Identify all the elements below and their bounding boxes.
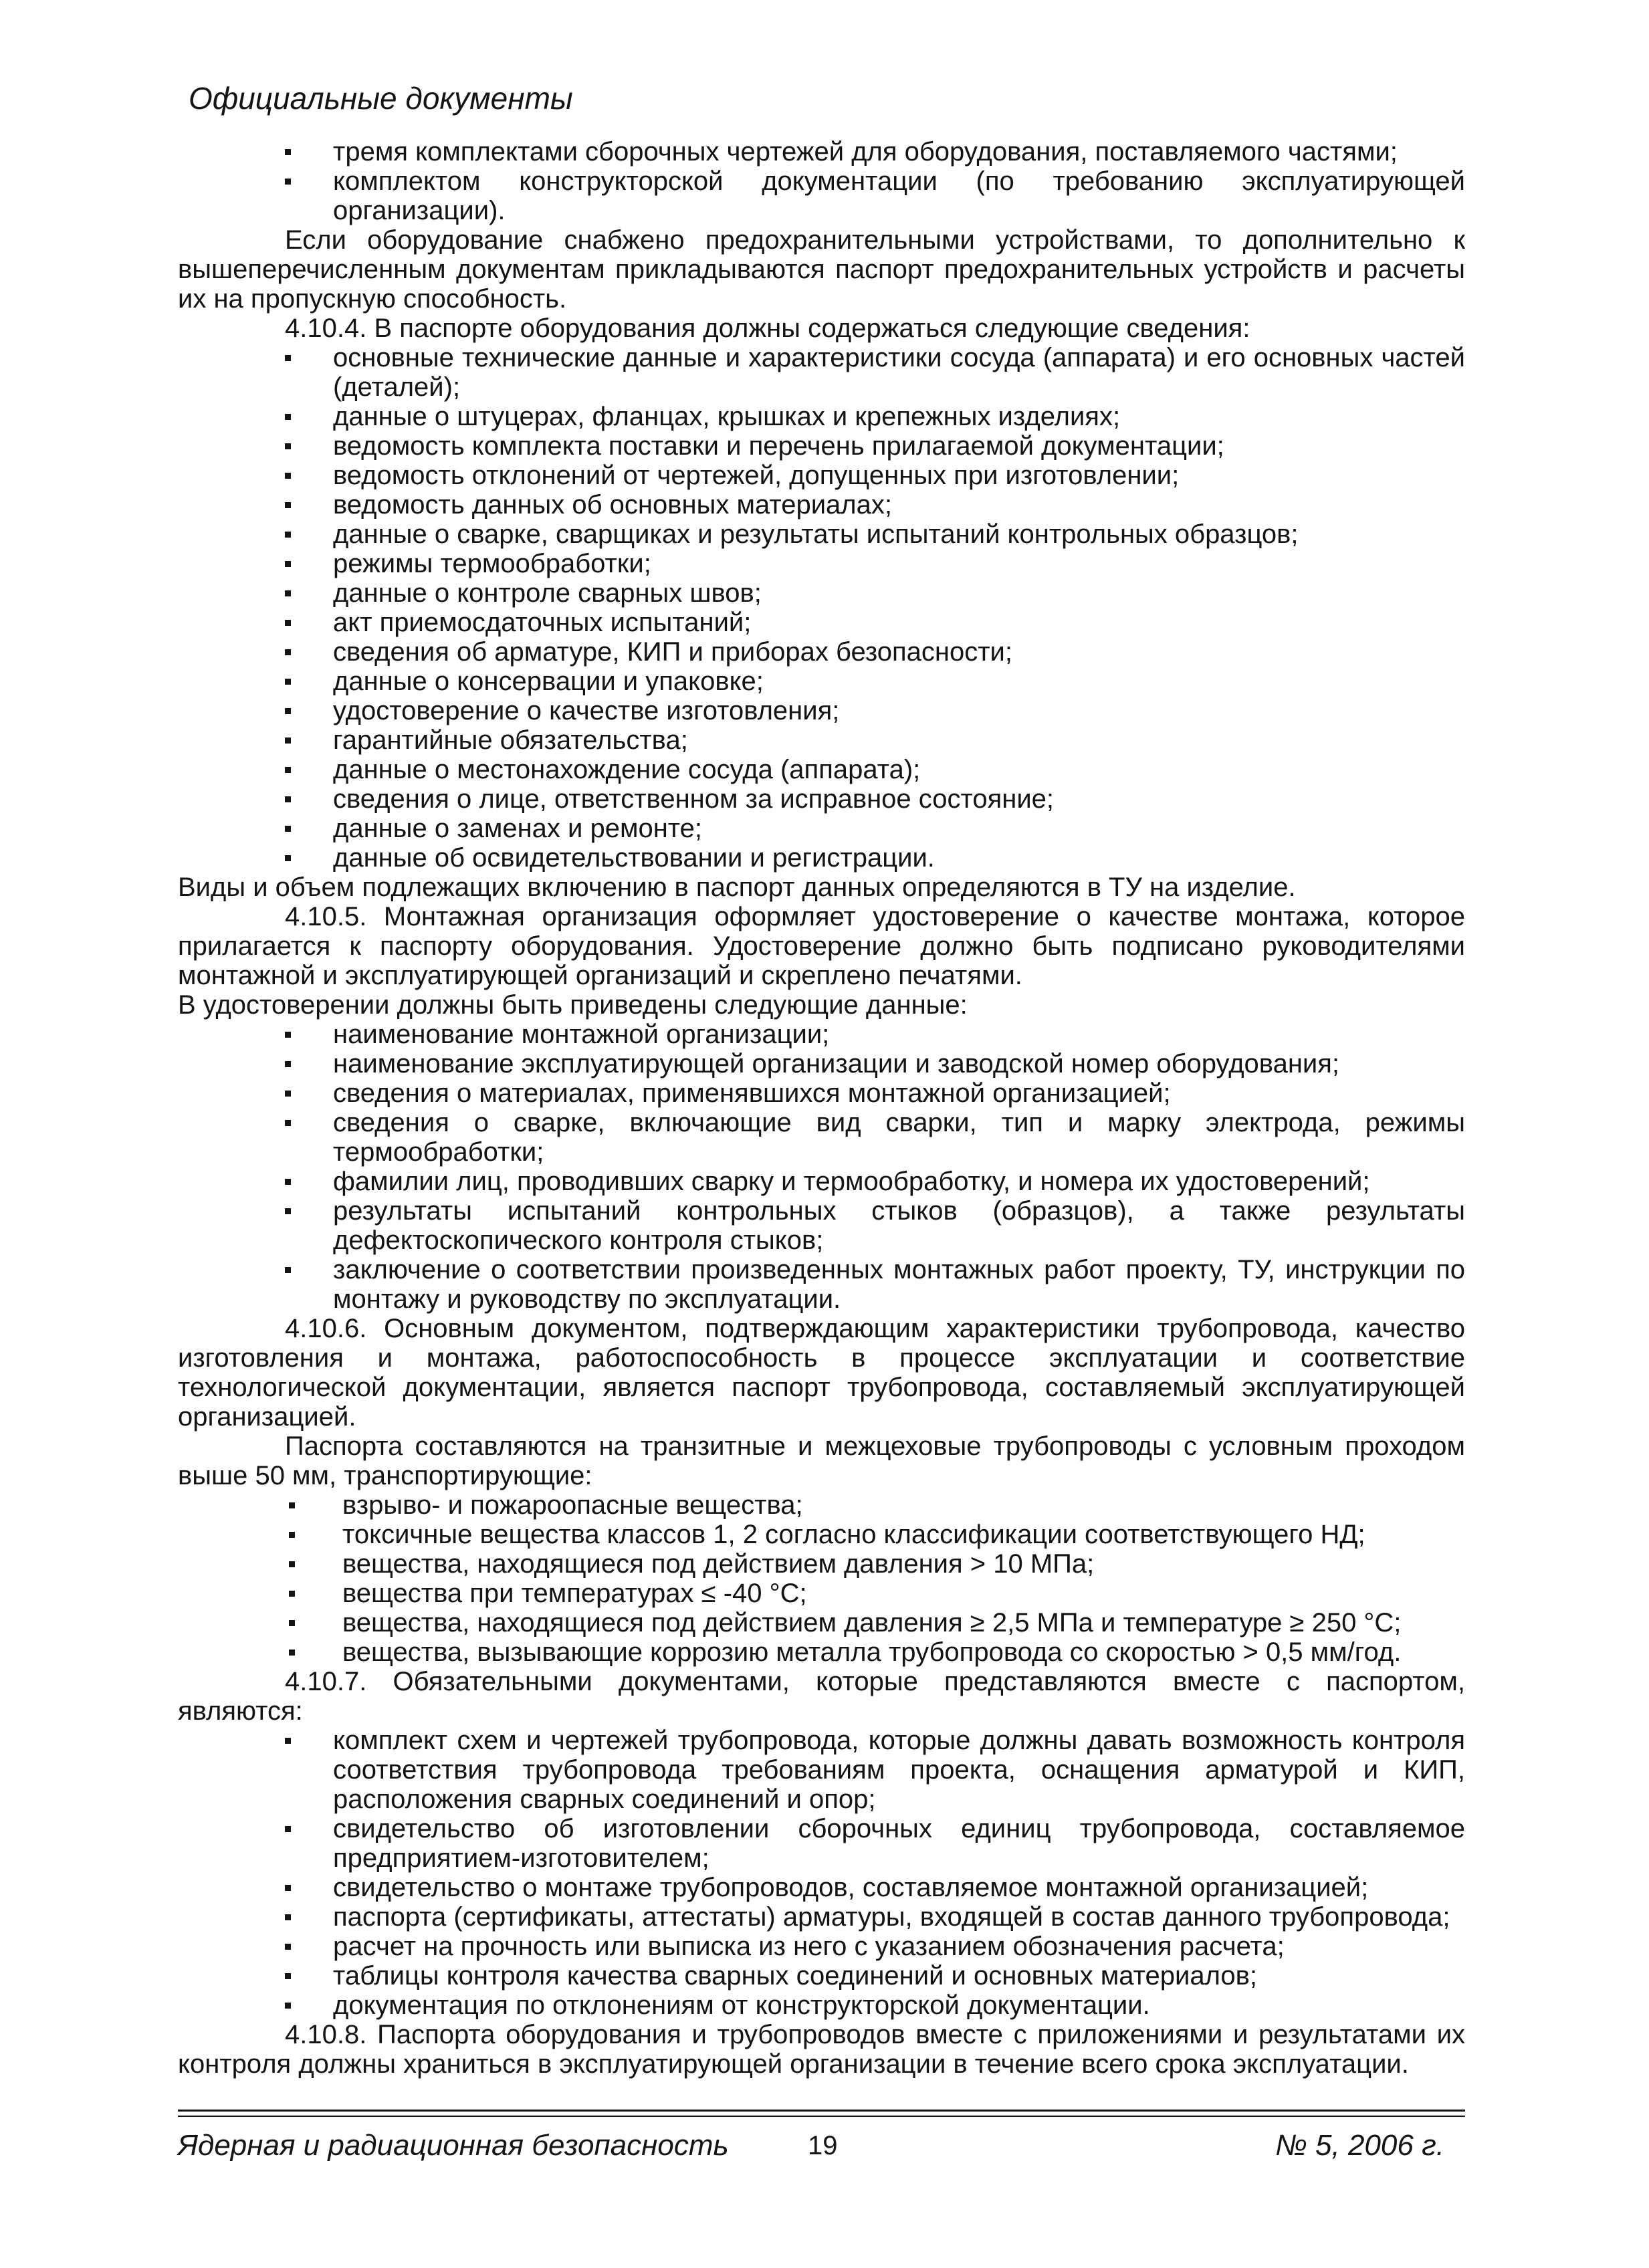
list-item: вещества, находящиеся под действием давления ≥ 2,5 МПа и температуре ≥ 250 °С; bbox=[342, 1608, 1465, 1637]
list-item: наименование эксплуатирующей организации и заводской номер оборудования; bbox=[333, 1049, 1465, 1079]
paragraph-safety-devices: Если оборудование снабжено предохранительными устройствами, то дополнительно к вышеперечисленным документам прикладываются паспорт предохранительных устройств и расчеты их на пропускную способность. bbox=[178, 225, 1465, 314]
list-item: сведения о сварке, включающие вид сварки, тип и марку электрода, режимы термообработки; bbox=[333, 1108, 1465, 1167]
list-item: фамилии лиц, проводивших сварку и термообработку, и номера их удостоверений; bbox=[333, 1167, 1465, 1196]
list-item: данные о штуцерах, фланцах, крышках и крепежных изделиях; bbox=[333, 402, 1465, 431]
footer-journal-title: Ядерная и радиационная безопасность bbox=[178, 2129, 729, 2162]
list-item: паспорта (сертификаты, аттестаты) арматуры, входящей в состав данного трубопровода; bbox=[333, 1902, 1465, 1932]
paragraph-4-10-4: 4.10.4. В паспорте оборудования должны содержаться следующие сведения: bbox=[285, 314, 1250, 343]
list-item: расчет на прочность или выписка из него с указанием обозначения расчета; bbox=[333, 1932, 1465, 1961]
list-item: данные о контроле сварных швов; bbox=[333, 578, 1465, 608]
list-item: свидетельство о монтаже трубопроводов, составляемое монтажной организацией; bbox=[333, 1873, 1465, 1902]
list-item: основные технические данные и характеристики сосуда (аппарата) и его основных частей (деталей); bbox=[333, 343, 1465, 402]
list-item: сведения об арматуре, КИП и приборах безопасности; bbox=[333, 637, 1465, 667]
list-item: результаты испытаний контрольных стыков (образцов), а также результаты дефектоскопического контроля стыков; bbox=[333, 1196, 1465, 1255]
list-item: ведомость комплекта поставки и перечень прилагаемой документации; bbox=[333, 431, 1465, 461]
list-item: данные о консервации и упаковке; bbox=[333, 667, 1465, 696]
list-item: данные об освидетельствовании и регистрации. bbox=[333, 843, 1465, 873]
paragraph-4-10-7: 4.10.7. Обязательными документами, которые представляются вместе с паспортом, являются: bbox=[178, 1667, 1465, 1726]
list-item: ведомость данных об основных материалах; bbox=[333, 490, 1465, 520]
list-item: удостоверение о качестве изготовления; bbox=[333, 696, 1465, 725]
document-body bbox=[178, 137, 1465, 2079]
page-header: Официальные документы bbox=[189, 81, 573, 116]
list-item: свидетельство об изготовлении сборочных единиц трубопровода, составляемое предприятием-изготовителем; bbox=[333, 1814, 1465, 1873]
footer-issue: № 5, 2006 г. bbox=[1275, 2129, 1444, 2162]
list-item: данные о сварке, сварщиках и результаты испытаний контрольных образцов; bbox=[333, 520, 1465, 549]
list-item: комплектом конструкторской документации (по требованию эксплуатирующей организации). bbox=[333, 166, 1465, 225]
list-item: вещества, находящиеся под действием давления > 10 МПа; bbox=[342, 1549, 1465, 1579]
list-item: токсичные вещества классов 1, 2 согласно классификации соответствующего НД; bbox=[342, 1520, 1465, 1549]
bullet-list-certificate-data bbox=[178, 1020, 1465, 1314]
list-item: данные о заменах и ремонте; bbox=[333, 814, 1465, 843]
list-item: наименование монтажной организации; bbox=[333, 1020, 1465, 1049]
list-item: режимы термообработки; bbox=[333, 549, 1465, 578]
list-item: ведомость отклонений от чертежей, допущенных при изготовлении; bbox=[333, 461, 1465, 490]
paragraph-pipeline-passports: Паспорта составляются на транзитные и межцеховые трубопроводы с условным проходом выше 50 мм, транспортирующие: bbox=[178, 1432, 1465, 1490]
list-item: вещества, вызывающие коррозию металла трубопровода со скоростью > 0,5 мм/год. bbox=[342, 1637, 1465, 1667]
list-item: вещества при температурах ≤ -40 °С; bbox=[342, 1579, 1465, 1608]
paragraph-4-10-8: 4.10.8. Паспорта оборудования и трубопроводов вместе с приложениями и результатами их контроля должны храниться в эксплуатирующей организации в течение всего срока эксплуатации. bbox=[178, 2020, 1465, 2079]
list-item: документация по отклонениям от конструкторской документации. bbox=[333, 1991, 1465, 2020]
list-item: заключение о соответствии произведенных монтажных работ проекту, ТУ, инструкции по монтажу и руководству по эксплуатации. bbox=[333, 1255, 1465, 1314]
list-item: данные о местонахождение сосуда (аппарата); bbox=[333, 755, 1465, 784]
list-item: гарантийные обязательства; bbox=[333, 725, 1465, 755]
footer-rule-top bbox=[178, 2110, 1465, 2112]
list-item: сведения о лице, ответственном за исправное состояние; bbox=[333, 784, 1465, 814]
paragraph-4-10-6: 4.10.6. Основным документом, подтверждающим характеристики трубопровода, качество изготовления и монтажа, работоспособность в процессе эксплуатации и соответствие технологической документации, является паспорт трубопровода, составляемый эксплуатирующей организацией. bbox=[178, 1314, 1465, 1432]
paragraph-4-10-5: 4.10.5. Монтажная организация оформляет удостоверение о качестве монтажа, которое прилагается к паспорту оборудования. Удостоверение должно быть подписано руководителями монтажной и эксплуатирующей организаций и скреплено печатями. bbox=[178, 902, 1465, 990]
footer-rule-bottom bbox=[178, 2116, 1465, 2117]
paragraph-data-scope: Виды и объем подлежащих включению в паспорт данных определяются в ТУ на изделие. bbox=[178, 873, 1296, 902]
list-item: акт приемосдаточных испытаний; bbox=[333, 608, 1465, 637]
list-item: комплект схем и чертежей трубопровода, которые должны давать возможность контроля соответствия трубопровода требованиям проекта, оснащения арматурой и КИП, расположения сварных соединений и опор; bbox=[333, 1726, 1465, 1814]
list-item: таблицы контроля качества сварных соединений и основных материалов; bbox=[333, 1961, 1465, 1991]
bullet-list-1 bbox=[178, 137, 1465, 225]
bullet-list-substances bbox=[178, 1490, 1465, 1667]
footer-page-number: 19 bbox=[808, 2131, 838, 2160]
list-item: тремя комплектами сборочных чертежей для оборудования, поставляемого частями; bbox=[333, 137, 1465, 166]
bullet-list-passport-contents bbox=[178, 343, 1465, 873]
paragraph-certificate-data: В удостоверении должны быть приведены следующие данные: bbox=[178, 990, 968, 1020]
list-item: взрыво- и пожароопасные вещества; bbox=[342, 1490, 1465, 1520]
list-item: сведения о материалах, применявшихся монтажной организацией; bbox=[333, 1079, 1465, 1108]
bullet-list-mandatory-documents bbox=[178, 1726, 1465, 2020]
